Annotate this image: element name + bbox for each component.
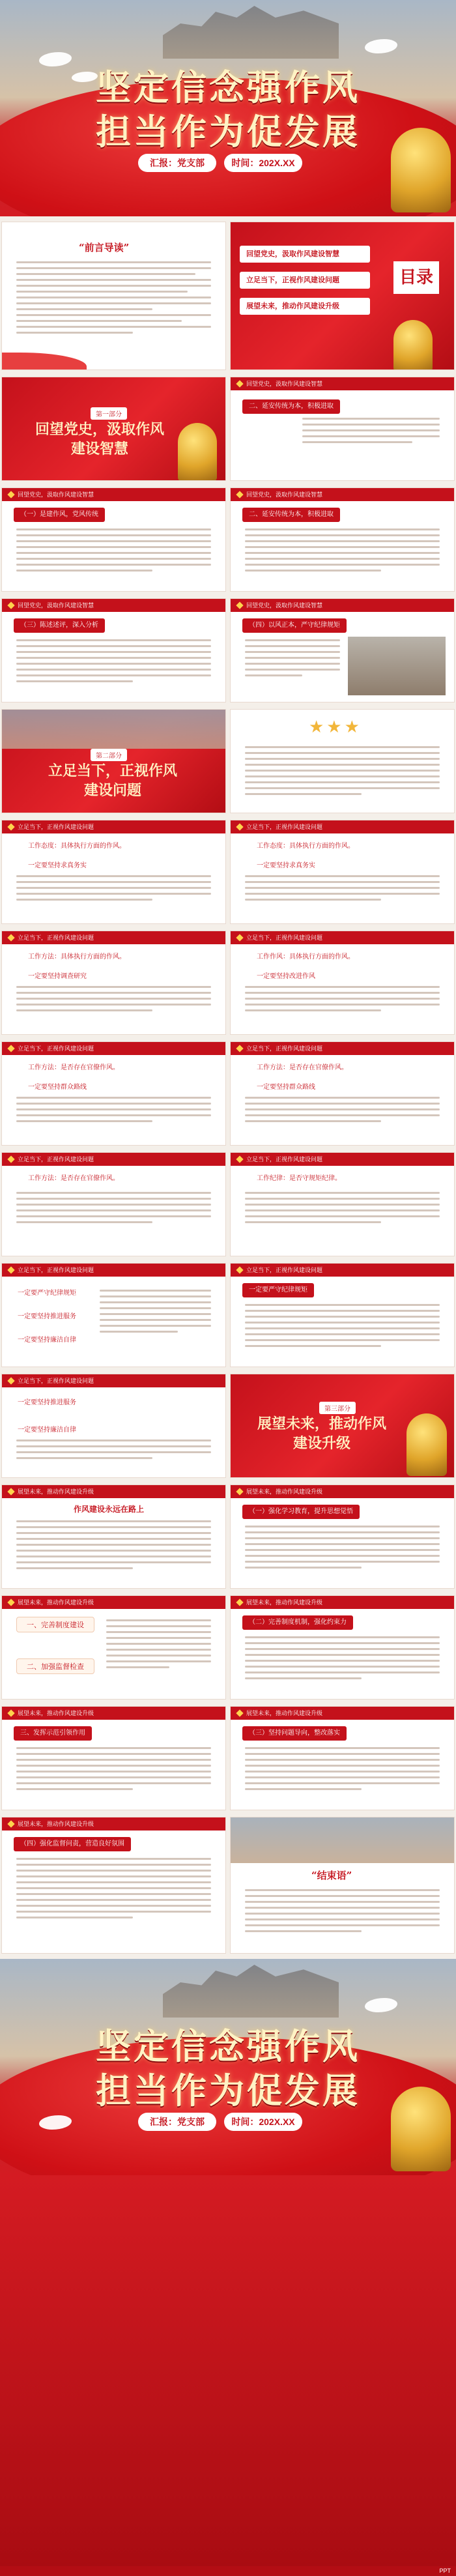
future-slide-e: [1, 1706, 226, 1810]
present-slide-c: [1, 931, 226, 1035]
cover-reporter: 汇报：党支部: [138, 154, 216, 172]
history-slide-d: [1, 598, 226, 702]
slide-header: 展望未来，推动作风建设升级: [2, 1596, 225, 1609]
body-text: [106, 1619, 211, 1672]
part1-cover-slide: [1, 377, 226, 481]
golden-lion-icon: [406, 1413, 447, 1476]
future-slide-d: [230, 1595, 455, 1700]
section-label: 工作方法：是否存在官僚作风。: [28, 1175, 119, 1182]
cover-slide: [0, 0, 456, 216]
present-slide-g: [1, 1152, 226, 1256]
part1-title-line2: 建设智慧: [70, 441, 128, 457]
slide-header: 立足当下，正视作风建设问题: [2, 1264, 225, 1277]
slide-header: 回望党史，汲取作风建设智慧: [2, 599, 225, 612]
present-slide-h: [230, 1152, 455, 1256]
golden-lion-icon: [178, 423, 217, 481]
present-slide-b: [230, 820, 455, 924]
body-text: [16, 986, 211, 1015]
section-label: 一定要严守纪律规矩: [18, 1290, 76, 1297]
part2-cover-slide: [1, 709, 226, 813]
section-label: 二、延安传统为本，积极进取: [242, 399, 340, 414]
info-box: 二、加强监督检查: [16, 1658, 94, 1674]
end-reporter: 汇报：党支部: [138, 2113, 216, 2131]
section-label: 一定要严守纪律规矩: [242, 1283, 314, 1297]
section-label: 一定要坚持推进服务: [18, 1399, 76, 1406]
part3-title-line1: 展望未来，推动作风: [257, 1415, 386, 1432]
present-slide-d: [230, 931, 455, 1035]
body-text: [245, 528, 440, 575]
slide-header: 展望未来，推动作风建设升级: [231, 1485, 454, 1498]
footer: PPT: [0, 2566, 456, 2576]
section-sublabel: 一定要坚持改进作风: [257, 973, 315, 980]
slide-header: 回望党史，汲取作风建设智慧: [231, 377, 454, 390]
section-label: 工作方法：是否存在官僚作风。: [257, 1064, 348, 1071]
section-sublabel: 一定要坚持求真务实: [257, 862, 315, 869]
preface-slide: [1, 222, 226, 370]
present-slide-a: [1, 820, 226, 924]
slide-header: 立足当下，正视作风建设问题: [2, 1374, 225, 1387]
stars-icon: ★★★: [309, 717, 362, 737]
body-text: [16, 1097, 211, 1126]
body-text: [16, 1858, 211, 1922]
part3-title-line2: 建设升级: [292, 1435, 350, 1452]
slide-header: 立足当下，正视作风建设问题: [231, 820, 454, 833]
cover-time: 时间：202X.XX: [224, 154, 302, 172]
future-slide-g: [1, 1817, 226, 1954]
section-label: 工作方法：是否存在官僚作风。: [28, 1064, 119, 1071]
closing-title: “结束语”: [311, 1870, 352, 1881]
future-slide-f: [230, 1706, 455, 1810]
slide-header: 展望未来，推动作风建设升级: [2, 1485, 225, 1498]
body-text: [245, 1097, 440, 1126]
slide-header: 回望党史，汲取作风建设智慧: [2, 488, 225, 501]
body-text: [245, 1889, 440, 1936]
body-text: [245, 1747, 440, 1794]
future-slide-c: [1, 1595, 226, 1700]
red-ribbon-decoration: [1, 353, 87, 370]
toc-heading: 目录: [393, 261, 439, 294]
history-slide-c: [230, 487, 455, 592]
body-text: [245, 746, 440, 799]
history-slide-b: [1, 487, 226, 592]
body-text: [302, 418, 440, 447]
section-label: 工作态度：具体执行方面的作风。: [257, 843, 354, 850]
end-title-line2: 担当作为促发展: [96, 2070, 360, 2111]
slide-header: 立足当下，正视作风建设问题: [231, 1153, 454, 1166]
section-label: （二）完善制度机制，强化约束力: [242, 1615, 353, 1630]
golden-lion-icon: [393, 320, 433, 370]
section-label: （四）强化监督问责，营造良好氛围: [14, 1837, 131, 1851]
section-label: （三）坚持问题导向，整改落实: [242, 1726, 347, 1741]
history-slide-a: [230, 377, 455, 481]
slide-header: 立足当下，正视作风建设问题: [2, 1042, 225, 1055]
section-label: （一）是建作风，党风传统: [14, 508, 105, 522]
body-text: [16, 1440, 211, 1463]
toc-slide: [230, 222, 455, 370]
present-slide-i: [1, 1263, 226, 1367]
body-text: [245, 1526, 440, 1572]
section-label: 作风建设永远在路上: [74, 1505, 145, 1514]
body-text: [245, 1304, 440, 1351]
section-label: 工作纪律：是否守规矩纪律。: [257, 1175, 341, 1182]
part3-tag: 第三部分: [319, 1402, 356, 1414]
part1-tag: 第一部分: [91, 407, 127, 420]
future-slide-a: [1, 1484, 226, 1589]
section-label: 一定要坚持廉洁自律: [18, 1337, 76, 1344]
slide-header: 回望党史，汲取作风建设智慧: [231, 488, 454, 501]
slide-header: 立足当下，正视作风建设问题: [231, 1042, 454, 1055]
body-text: [245, 1192, 440, 1227]
slide-header: 立足当下，正视作风建设问题: [231, 1264, 454, 1277]
end-slide: [0, 1959, 456, 2175]
body-text: [245, 1636, 440, 1683]
toc-item-1[interactable]: 回望党史，汲取作风建设智慧: [240, 246, 370, 263]
part2-title-line1: 立足当下，正视作风: [48, 762, 177, 779]
toc-item-3[interactable]: 展望未来，推动作风建设升级: [240, 298, 370, 315]
slide-header: 展望未来，推动作风建设升级: [2, 1707, 225, 1720]
part2-title-line2: 建设问题: [83, 782, 141, 799]
section-label: （三）陈述述评，深入分析: [14, 618, 105, 633]
slide-header: 回望党史，汲取作风建设智慧: [231, 599, 454, 612]
end-time: 时间：202X.XX: [224, 2113, 302, 2131]
section-sublabel: 一定要坚持群众路线: [257, 1084, 315, 1091]
great-wall-image: [231, 1817, 455, 1863]
section-label: 三、发挥示范引领作用: [14, 1726, 92, 1741]
body-text: [16, 639, 211, 686]
section-label: 一定要坚持廉洁自律: [18, 1426, 76, 1434]
great-wall-image: [2, 710, 226, 749]
slide-header: 立足当下，正视作风建设问题: [2, 931, 225, 944]
future-slide-b: [230, 1484, 455, 1589]
history-slide-e: [230, 598, 455, 702]
section-label: （四）以风正本，严守纪律规矩: [242, 618, 347, 633]
present-slide-intro: [230, 709, 455, 813]
slide-header: 展望未来，推动作风建设升级: [2, 1817, 225, 1831]
section-label: 二、延安传统为本，积极进取: [242, 508, 340, 522]
slide-header: 立足当下，正视作风建设问题: [2, 820, 225, 833]
slide-header: 立足当下，正视作风建设问题: [2, 1153, 225, 1166]
section-sublabel: 一定要坚持求真务实: [28, 862, 87, 869]
slide-header: 立足当下，正视作风建设问题: [231, 931, 454, 944]
toc-item-2[interactable]: 立足当下，正视作风建设问题: [240, 272, 370, 289]
section-sublabel: 一定要坚持调查研究: [28, 973, 87, 980]
body-text: [16, 875, 211, 904]
present-slide-j: [230, 1263, 455, 1367]
present-slide-k: [1, 1374, 226, 1478]
section-label: 工作作风：具体执行方面的作风。: [257, 953, 354, 961]
preface-title: “前言导读”: [79, 242, 130, 253]
present-slide-f: [230, 1041, 455, 1146]
slide-header: 展望未来，推动作风建设升级: [231, 1707, 454, 1720]
end-title-line1: 坚定信念强作风: [96, 2025, 360, 2067]
cover-title-line1: 坚定信念强作风: [96, 66, 360, 108]
info-box: 一、完善制度建设: [16, 1617, 94, 1632]
bottom-filler: [0, 2175, 456, 2566]
slide-header: 展望未来，推动作风建设升级: [231, 1596, 454, 1609]
body-text: [245, 875, 440, 904]
body-text: [245, 639, 340, 680]
body-text: [16, 1192, 211, 1227]
body-text: [100, 1290, 211, 1337]
part2-tag: 第二部分: [91, 749, 127, 761]
section-label: （一）强化学习教育，提升思想觉悟: [242, 1505, 360, 1519]
body-text: [245, 986, 440, 1015]
section-sublabel: 一定要坚持群众路线: [28, 1084, 87, 1091]
body-text: [16, 1747, 211, 1794]
cover-title-line2: 担当作为促发展: [96, 111, 360, 152]
body-text: [16, 1520, 211, 1573]
present-slide-e: [1, 1041, 226, 1146]
preface-body-text: [16, 261, 211, 338]
closing-remarks-slide: [230, 1817, 455, 1954]
part3-cover-slide: [230, 1374, 455, 1478]
great-wall-image: [348, 637, 446, 695]
part1-title-line1: 回望党史，汲取作风: [35, 421, 164, 438]
section-label: 工作态度：具体执行方面的作风。: [28, 843, 126, 850]
body-text: [16, 528, 211, 575]
section-label: 工作方法：具体执行方面的作风。: [28, 953, 126, 961]
section-label: 一定要坚持推进服务: [18, 1313, 76, 1320]
